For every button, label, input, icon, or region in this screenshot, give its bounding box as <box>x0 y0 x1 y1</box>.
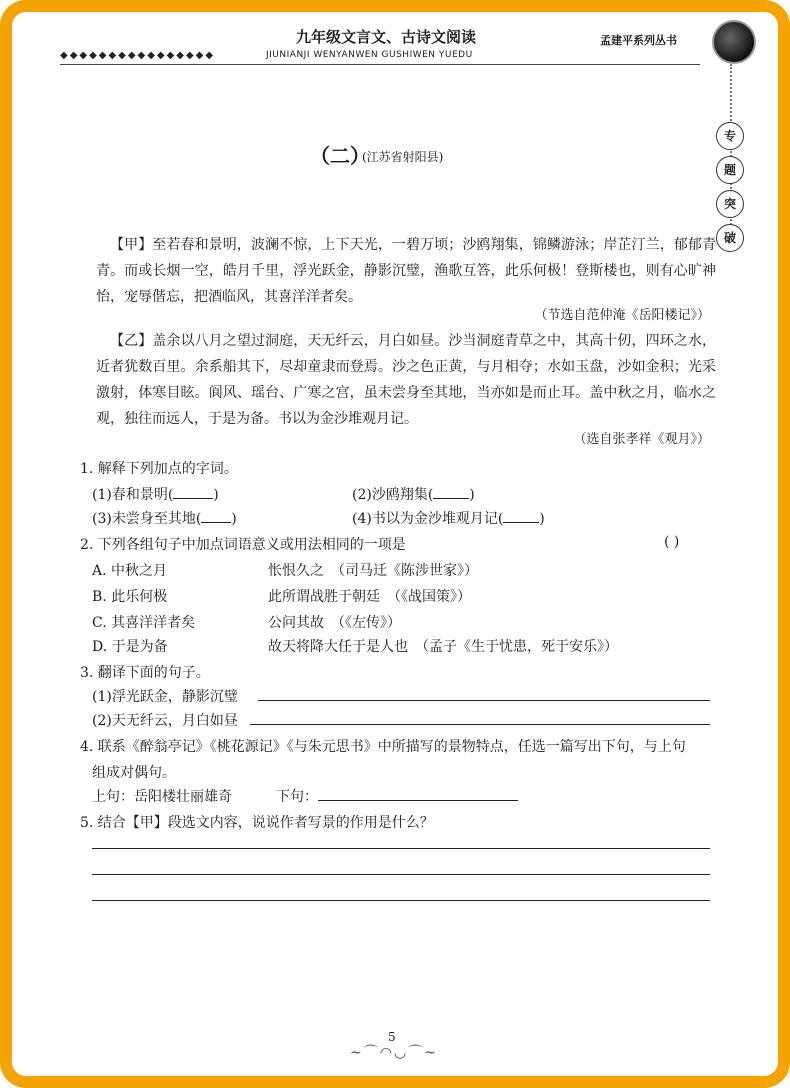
q2-option-a-right: 怅恨久之 （司马迁《陈涉世家》） <box>268 563 478 579</box>
q1-item-4: (4)书以为金沙堆观月记( ) <box>352 511 545 527</box>
q2-option-d-right: 故天将降大任于是人也 （孟子《生于忧患，死于安乐》） <box>268 639 618 655</box>
q4-stem-line2: 组成对偶句。 <box>92 765 176 781</box>
side-badge-2: 题 <box>716 156 744 184</box>
emblem-icon <box>712 20 756 64</box>
q1-stem: 1. 解释下列加点的字词。 <box>80 461 238 477</box>
q5-answer-line-2[interactable] <box>92 874 710 875</box>
q3-item-2: (2)天无纤云，月白如昼 <box>92 713 238 729</box>
q4-answer-line[interactable] <box>318 800 518 801</box>
q2-answer-paren: ( ) <box>664 534 680 550</box>
page-number: 5 <box>388 1030 396 1044</box>
section-location: (江苏省射阳县) <box>362 150 444 164</box>
q2-option-c-left: C. 其喜洋洋者矣 <box>92 615 196 631</box>
q3-item-1: (1)浮光跃金，静影沉璧 <box>92 689 238 705</box>
q2-option-b-left: B. 此乐何极 <box>92 589 168 605</box>
section-title: （二） <box>310 144 370 168</box>
q3-answer-line-2[interactable] <box>250 724 710 725</box>
q2-option-a-left: A. 中秋之月 <box>92 563 168 579</box>
q5-answer-line-3[interactable] <box>92 900 710 901</box>
q2-option-b-right: 此所谓战胜于朝廷 （《战国策》） <box>268 589 471 605</box>
side-badge-1: 专 <box>716 122 744 150</box>
q2-stem: 2. 下列各组句子中加点词语意义或用法相同的一项是 <box>80 537 406 553</box>
passage-b: 【乙】盖余以八月之望过洞庭，天无纤云，月白如昼。沙当洞庭青草之中，其高十仞，四环之水，近者犹数百里。余系船其下，尽却童隶而登焉。沙之色正黄，与月相夺；水如玉盘，沙如金积；光采激射，体寒目眩。阆风、瑶台、广寒之宫，虽未尝身至其地，当亦如是而止耳。盖中秋之月，临水之观，独往而远人，于是为备。书以为金沙堆观月记。 <box>96 333 716 427</box>
q5-stem: 5. 结合【甲】段选文内容，说说作者写景的作用是什么？ <box>80 815 434 831</box>
q1-item-3: (3)未尝身至其地( ) <box>92 511 237 527</box>
header-rule <box>60 64 700 65</box>
q4-lower-label: 下句： <box>276 789 318 805</box>
header-subtitle: JIUNIANJI WENYANWEN GUSHIWEN YUEDU <box>266 50 473 60</box>
side-badge-3: 突 <box>716 190 744 218</box>
q1-item-2: (2)沙鸥翔集( ) <box>352 487 475 503</box>
q4-upper: 上句：岳阳楼壮丽雄奇 <box>92 789 232 805</box>
q3-answer-line-1[interactable] <box>258 700 710 701</box>
q3-stem: 3. 翻译下面的句子。 <box>80 665 210 681</box>
q2-option-c-right: 公问其故 （《左传》） <box>268 615 401 631</box>
passage-a-source: （节选自范仲淹《岳阳楼记》） <box>534 308 710 323</box>
passage-b-source: （选自张孝祥《观月》） <box>573 432 710 447</box>
q5-answer-line-1[interactable] <box>92 848 710 849</box>
header-title: 九年级文言文、古诗文阅读 <box>296 28 477 46</box>
q2-option-d-left: D. 于是为备 <box>92 639 168 655</box>
passage-a: 【甲】至若春和景明，波澜不惊，上下天光，一碧万顷；沙鸥翔集，锦鳞游泳；岸芷汀兰，郁郁青青。而或长烟一空，皓月千里，浮光跃金，静影沉璧，渔歌互答，此乐何极！登斯楼也，则有心旷神怡，宠辱偕忘，把酒临风，其喜洋洋者矣。 <box>96 237 716 305</box>
footer-ornament: ~⌒◠◡⌒~ <box>350 1045 438 1061</box>
side-badge-4: 破 <box>716 224 744 252</box>
header-dots: ◆◆◆◆◆◆◆◆◆◆◆◆◆◆◆◆ <box>60 50 216 61</box>
q1-item-1: (1)春和景明( ) <box>92 487 219 503</box>
header-series: 孟建平系列丛书 <box>600 34 677 47</box>
q4-stem-line1: 4. 联系《醉翁亭记》《桃花源记》《与朱元思书》中所描写的景物特点，任选一篇写出下句，与上句 <box>80 739 686 755</box>
